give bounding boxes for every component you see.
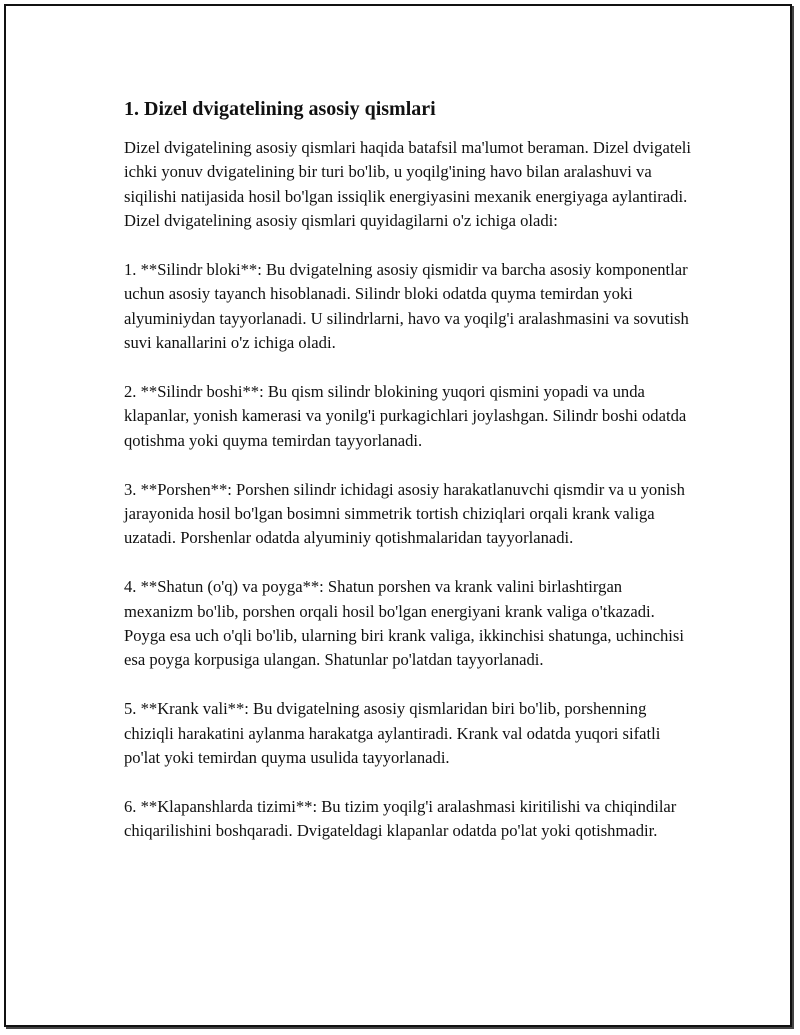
item-piston: 3. **Porshen**: Porshen silindr ichidagi asosiy harakatlanuvchi qismdir va u yonish jarayonida hosil bo'lgan bosimni simmetrik tortish chiziqlari orqali krank valiga uzatadi. Porshenlar odatda alyuminiy qotishmalaridan tayyorlanadi. [124, 479, 685, 548]
item-cylinder-head: 2. **Silindr boshi**: Bu qism silindr blokining yuqori qismini yopadi va unda klapanlar, yonish kamerasi va yonilg'i purkagichlari joylashgan. Silindr boshi odatda qotishma yoki quyma temirdan tayyorlanadi. [124, 382, 687, 450]
item-connecting-rod: 4. **Shatun (o'q) va poyga**: Shatun porshen va krank valini birlashtirgan mexanizm bo'lib, porshen orqali hosil bo'lgan energiyani krank valiga o'tkazadi. Poyga esa uch o'qli bo'lib, ularning biri krank valiga, ikkinchisi shatunga, uchinchisi esa poyga korpusiga ulangan. Shatunlar po'latdan tayyorlanadi. [124, 577, 684, 670]
section-heading: 1. Dizel dvigatelining asosiy qismlari [124, 98, 436, 120]
item-crankshaft: 5. **Krank vali**: Bu dvigatelning asosiy qismlaridan biri bo'lib, porshenning chiziqli harakatini aylanma harakatga aylantiradi. Krank val odatda yuqori sifatli po'lat yoki temirdan quyma usulida tayyorlanadi. [124, 699, 661, 768]
page-frame [4, 4, 792, 1027]
intro-paragraph: Dizel dvigatelining asosiy qismlari haqida batafsil ma'lumot beraman. Dizel dvigateli ichki yonuv dvigatelining bir turi bo'lib, u yoqilg'ining havo bilan aralashuvi va siqilishi natijasida hosil bo'lgan issiqlik energiyasini mexanik energiyaga aylantiradi. Dizel dvigatelining asosiy qismlari quyidagilarni o'z ichiga oladi: [124, 138, 692, 231]
item-cylinder-block: 1. **Silindr bloki**: Bu dvigatelning asosiy qismidir va barcha asosiy komponentlar uchun asosiy tayanch hisoblanadi. Silindr bloki odatda quyma temirdan yoki alyuminiydan tayyorlanadi. U silindrlarni, havo va yoqilg'i aralashmasini va sovutish suvi kanallarini o'z ichiga oladi. [124, 260, 689, 353]
item-valve-system: 6. **Klapanshlarda tizimi**: Bu tizim yoqilg'i aralashmasi kiritilishi va chiqindilar chiqarilishini boshqaradi. Dvigateldagi klapanlar odatda po'lat yoki qotishmadir. [124, 796, 677, 841]
document-body [124, 96, 694, 868]
